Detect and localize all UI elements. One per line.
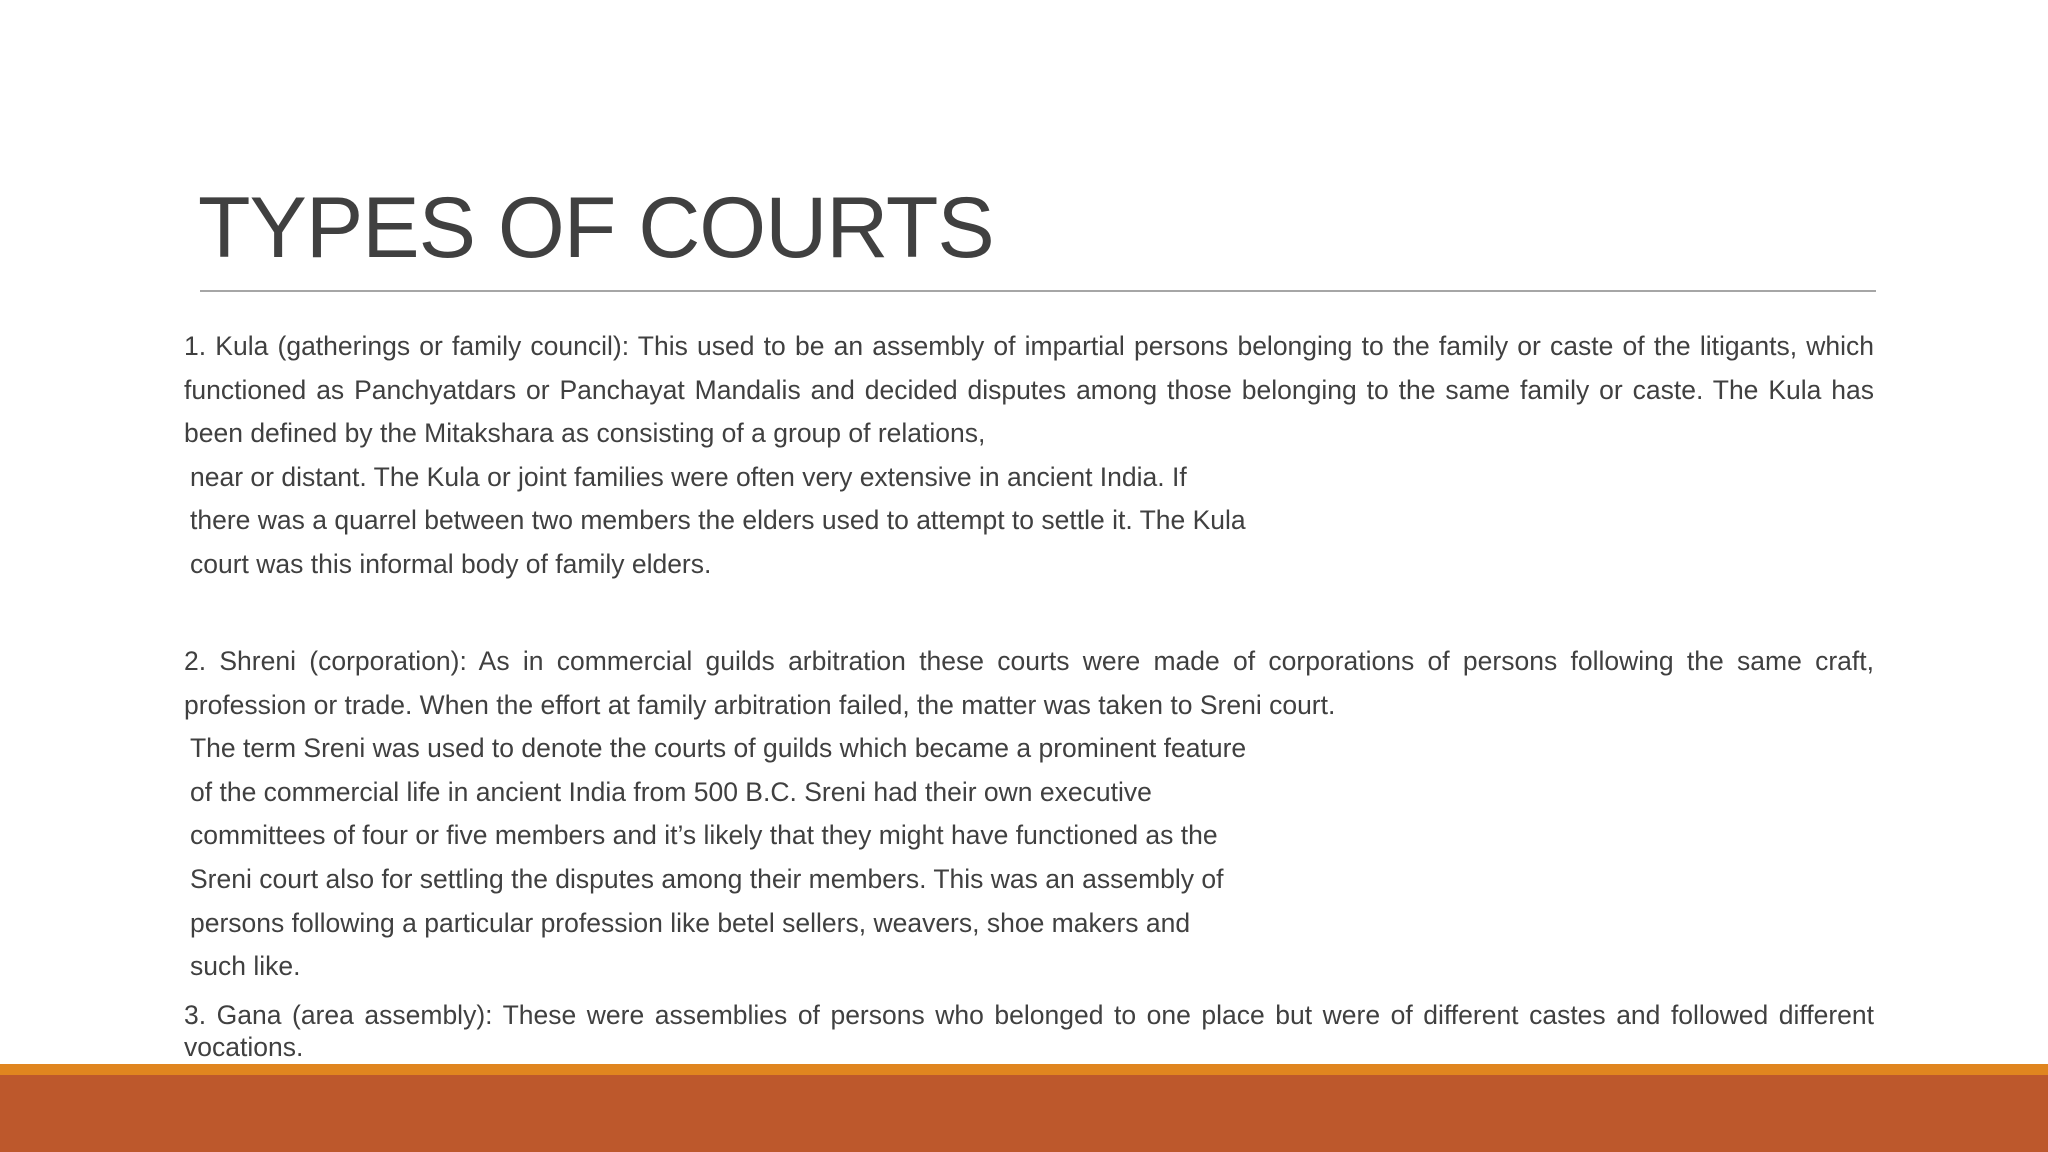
shreni-line: The term Sreni was used to denote the courts of guilds which became a prominent feature (190, 733, 1247, 764)
title-divider (200, 290, 1876, 292)
shreni-line: of the commercial life in ancient India from 500 B.C. Sreni had their own executive (190, 776, 1152, 807)
kula-line: there was a quarrel between two members the elders used to attempt to settle it. The Kula (190, 505, 1246, 536)
shreni-line: such like. (190, 951, 301, 982)
kula-line: court was this informal body of family elders. (190, 548, 712, 579)
footer-band (0, 1075, 2048, 1152)
kula-line: near or distant. The Kula or joint families were often very extensive in ancient India. If (190, 461, 1187, 492)
shreni-intro: 2. Shreni (corporation): As in commercial guilds arbitration these courts were made of corporations of persons following the same craft, profession or trade. When the effort at family arbitration failed, the matter was taken to Sreni court. (184, 646, 1874, 720)
shreni-line: persons following a particular profession like betel sellers, weavers, shoe makers and (190, 907, 1191, 938)
shreni-line: Sreni court also for settling the disputes among their members. This was an assembly of (190, 863, 1224, 894)
shreni-line: committees of four or five members and it’s likely that they might have functioned as the (190, 820, 1218, 851)
slide-title: TYPES OF COURTS (198, 180, 994, 276)
footer-accent-bar (0, 1064, 2048, 1075)
kula-section (184, 325, 1874, 587)
shreni-section (184, 640, 1874, 989)
gana-section (184, 999, 1874, 1063)
gana-paragraph: 3. Gana (area assembly): These were assemblies of persons who belonged to one place but were of different castes and followed different vocations. (184, 1000, 1874, 1062)
kula-intro: 1. Kula (gatherings or family council): This used to be an assembly of impartial persons belonging to the family or caste of the litigants, which functioned as Panchyatdars or Panchayat Mandalis and decided disputes among those belonging to the same family or caste. The Kula has been defined by the Mitakshara as consisting of a group of relations, (184, 331, 1874, 449)
